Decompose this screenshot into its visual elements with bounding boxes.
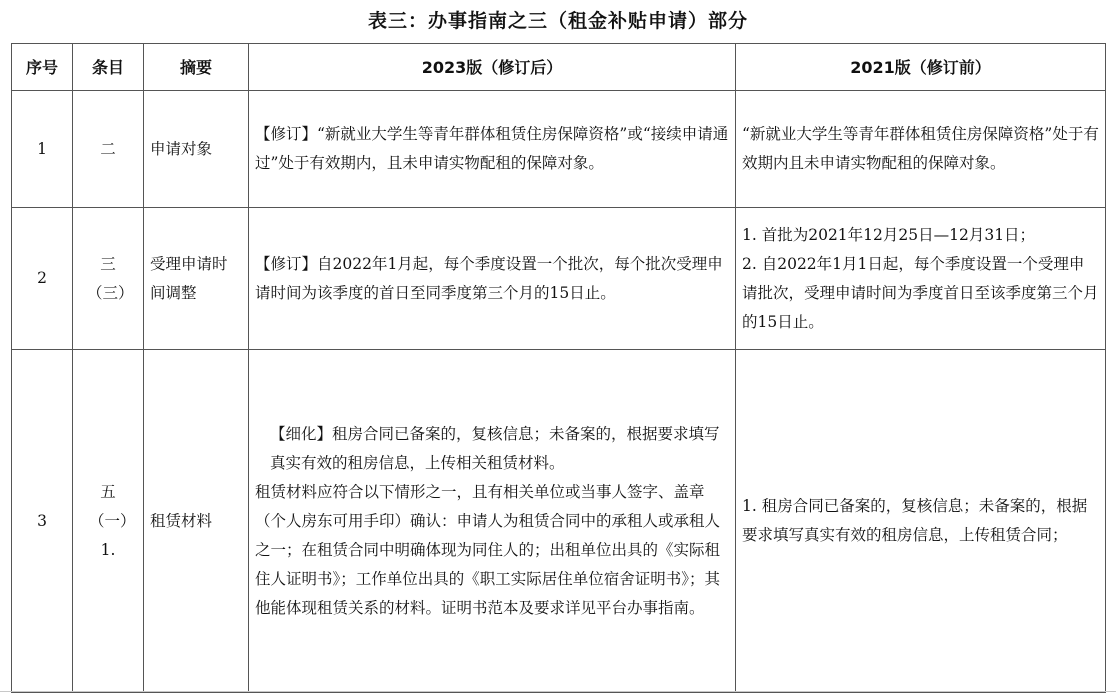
row-2021-line: 1. 首批为2021年12月25日—12月31日； — [742, 225, 1036, 244]
row-summary: 受理申请时间调整 — [144, 208, 249, 350]
row-summary: 租赁材料 — [144, 350, 249, 693]
row-2023-para: 【细化】租房合同已备案的，复核信息；未备案的，根据要求填写真实有效的租房信息，上传相关租赁材料。 — [270, 424, 720, 472]
row-clause: 五（一）1. — [73, 350, 144, 693]
header-2023: 2023版（修订后） — [249, 44, 736, 91]
row-2023-para: 租赁材料应符合以下情形之一，且有相关单位或当事人签字、盖章（个人房东可用手印）确认：申请人为租赁合同中的承租人或承租人之一；在租赁合同中明确体现为同住人的；出租单位出具的《实际租住人证明书》；工作单位出具的《职工实际居住单位宿舍证明书》；其他能体现租赁关系的材料。证明书范本及要求详见平台办事指南。 — [255, 482, 721, 617]
row-2023-text: 【修订】自2022年1月起，每个季度设置一个批次，每个批次受理申请时间为该季度的首日至同季度第三个月的15日止。 — [249, 208, 736, 350]
divider — [0, 691, 1116, 692]
header-clause: 条目 — [73, 44, 144, 91]
row-clause: 二 — [73, 91, 144, 208]
row-2023-text: 【修订】“新就业大学生等青年群体租赁住房保障资格”或“接续申请通过”处于有效期内，且未申请实物配租的保障对象。 — [249, 91, 736, 208]
row-summary: 申请对象 — [144, 91, 249, 208]
row-2021-text — [736, 208, 1106, 350]
table-row — [12, 350, 1106, 693]
header-2021: 2021版（修订前） — [736, 44, 1106, 91]
row-num: 2 — [12, 208, 73, 350]
table-row — [12, 208, 1106, 350]
table-title: 表三：办事指南之三（租金补贴申请）部分 — [367, 10, 748, 32]
comparison-table — [11, 43, 1106, 693]
row-num: 3 — [12, 350, 73, 693]
row-2023-text — [249, 350, 736, 693]
row-2021-text: “新就业大学生等青年群体租赁住房保障资格”处于有效期内且未申请实物配租的保障对象。 — [736, 91, 1106, 208]
header-row — [12, 44, 1106, 91]
row-clause: 三（三） — [73, 208, 144, 350]
header-summary: 摘要 — [144, 44, 249, 91]
row-2021-line: 2. 自2022年1月1日起，每个季度设置一个受理申请批次，受理申请时间为季度首日至该季度第三个月的15日止。 — [742, 254, 1099, 331]
row-num: 1 — [12, 91, 73, 208]
header-num: 序号 — [12, 44, 73, 91]
row-2021-text: 1. 租房合同已备案的，复核信息；未备案的，根据要求填写真实有效的租房信息，上传租赁合同； — [736, 350, 1106, 693]
table-row — [12, 91, 1106, 208]
